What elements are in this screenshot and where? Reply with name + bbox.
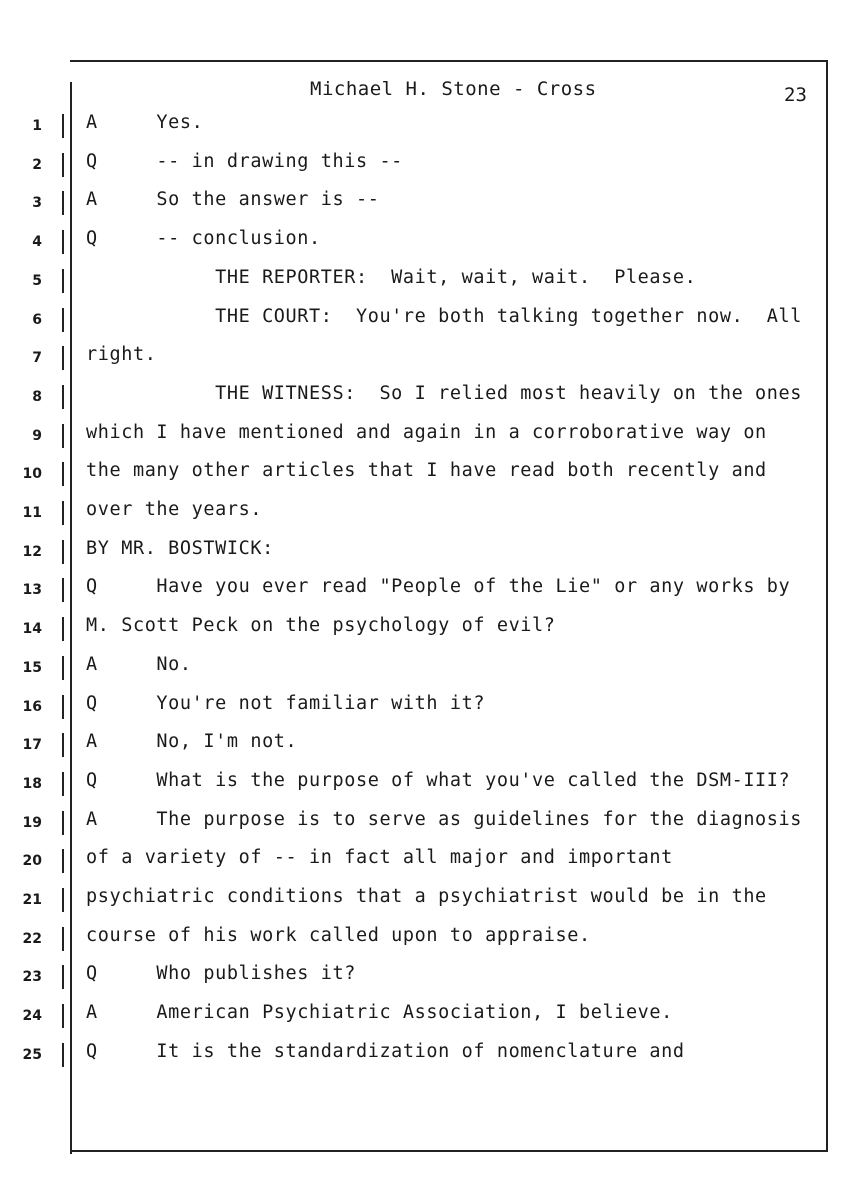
line-margin-mark	[62, 888, 64, 912]
line-margin-mark	[62, 656, 64, 680]
line-margin-mark	[62, 811, 64, 835]
line-text: psychiatric conditions that a psychiatrist would be in the	[86, 886, 767, 907]
line-margin-mark	[62, 191, 64, 215]
line-margin-mark	[62, 462, 64, 486]
transcript-line	[0, 185, 860, 223]
line-margin-mark	[62, 617, 64, 641]
line-text: over the years.	[86, 499, 263, 520]
line-text: A No.	[86, 653, 192, 675]
line-text: Q It is the standardization of nomenclature and	[86, 1040, 685, 1062]
transcript-line	[0, 611, 860, 649]
line-margin-mark	[62, 114, 64, 138]
line-margin-mark	[62, 927, 64, 951]
line-text: Q You're not familiar with it?	[86, 692, 486, 714]
line-margin-mark	[62, 501, 64, 525]
transcript-line	[0, 147, 860, 185]
transcript-line	[0, 766, 860, 804]
line-margin-mark	[62, 269, 64, 293]
transcript-line	[0, 263, 860, 301]
line-text: Q What is the purpose of what you've called the DSM-III?	[86, 769, 791, 791]
transcript-line	[0, 882, 860, 920]
transcript-line	[0, 495, 860, 533]
line-margin-mark	[62, 849, 64, 873]
line-margin-mark	[62, 695, 64, 719]
line-margin-mark	[62, 1004, 64, 1028]
line-number: 15	[22, 659, 42, 676]
line-text: THE WITNESS: So I relied most heavily on the ones	[86, 382, 803, 404]
transcript-line	[0, 1037, 860, 1075]
transcript-line	[0, 108, 860, 146]
line-margin-mark	[62, 540, 64, 564]
line-number: 10	[22, 466, 42, 483]
transcript-line	[0, 805, 860, 843]
line-margin-mark	[62, 772, 64, 796]
line-text: A American Psychiatric Association, I believe.	[86, 1002, 673, 1024]
transcript-line	[0, 650, 860, 688]
line-text: THE COURT: You're both talking together now. All	[86, 305, 803, 327]
page-border-top	[70, 60, 828, 62]
line-number: 7	[32, 350, 42, 367]
transcript-line	[0, 379, 860, 417]
line-text: Q -- in drawing this --	[86, 150, 403, 172]
transcript-line	[0, 998, 860, 1036]
line-text: A Yes.	[86, 112, 204, 133]
transcript-line	[0, 340, 860, 378]
line-number: 2	[32, 156, 42, 173]
line-text: which I have mentioned and again in a corroborative way on	[86, 421, 767, 443]
line-margin-mark	[62, 230, 64, 254]
transcript-line	[0, 843, 860, 881]
transcript-line	[0, 534, 860, 572]
transcript-line	[0, 224, 860, 262]
line-number: 9	[32, 427, 42, 444]
page-title: Michael H. Stone - Cross	[310, 78, 597, 100]
transcript-line	[0, 456, 860, 494]
line-number: 24	[22, 1008, 42, 1025]
line-margin-mark	[62, 346, 64, 370]
line-number: 3	[32, 195, 42, 212]
line-text: Q Who publishes it?	[86, 963, 356, 985]
line-number: 21	[22, 892, 42, 908]
line-text: A The purpose is to serve as guidelines for the diagnosis	[86, 808, 803, 830]
line-number: 20	[22, 853, 42, 870]
line-margin-mark	[62, 153, 64, 177]
line-margin-mark	[62, 578, 64, 602]
line-number: 13	[22, 582, 42, 599]
line-number: 18	[22, 775, 42, 792]
line-text: A No, I'm not.	[86, 731, 298, 753]
line-number: 19	[22, 814, 42, 831]
line-number: 5	[32, 272, 42, 289]
line-margin-mark	[62, 733, 64, 757]
line-number: 14	[22, 621, 42, 638]
transcript-line	[0, 302, 860, 340]
line-text: Q -- conclusion.	[86, 228, 321, 250]
line-number: 6	[32, 311, 42, 328]
line-text: the many other articles that I have read both recently and	[86, 460, 767, 482]
line-number: 22	[22, 930, 42, 947]
line-number: 17	[22, 737, 42, 754]
line-number: 11	[22, 505, 42, 521]
line-text: of a variety of -- in fact all major and important	[86, 847, 673, 869]
line-text: THE REPORTER: Wait, wait, wait. Please.	[86, 266, 697, 288]
transcript-line	[0, 689, 860, 727]
line-number: 8	[32, 388, 42, 405]
line-margin-mark	[62, 385, 64, 409]
line-number: 12	[22, 543, 42, 560]
line-text: BY MR. BOSTWICK:	[86, 537, 274, 559]
line-margin-mark	[62, 1043, 64, 1067]
line-text: right.	[86, 344, 157, 366]
line-margin-mark	[62, 308, 64, 332]
page-border-bottom	[70, 1150, 828, 1152]
transcript-line	[0, 959, 860, 997]
line-text: A So the answer is --	[86, 189, 380, 211]
line-number: 25	[22, 1046, 42, 1063]
line-number: 23	[22, 969, 42, 986]
line-text: M. Scott Peck on the psychology of evil?	[86, 615, 556, 637]
line-text: course of his work called upon to appraise.	[86, 924, 591, 946]
line-number: 4	[32, 234, 42, 251]
line-text: Q Have you ever read "People of the Lie" or any works by	[86, 576, 791, 598]
transcript-line	[0, 572, 860, 610]
transcript-line	[0, 921, 860, 959]
page-number: 23	[784, 84, 807, 106]
transcript-line	[0, 727, 860, 765]
line-margin-mark	[62, 424, 64, 448]
line-number: 16	[22, 698, 42, 715]
transcript-line	[0, 418, 860, 456]
line-margin-mark	[62, 965, 64, 989]
line-number: 1	[32, 118, 42, 134]
